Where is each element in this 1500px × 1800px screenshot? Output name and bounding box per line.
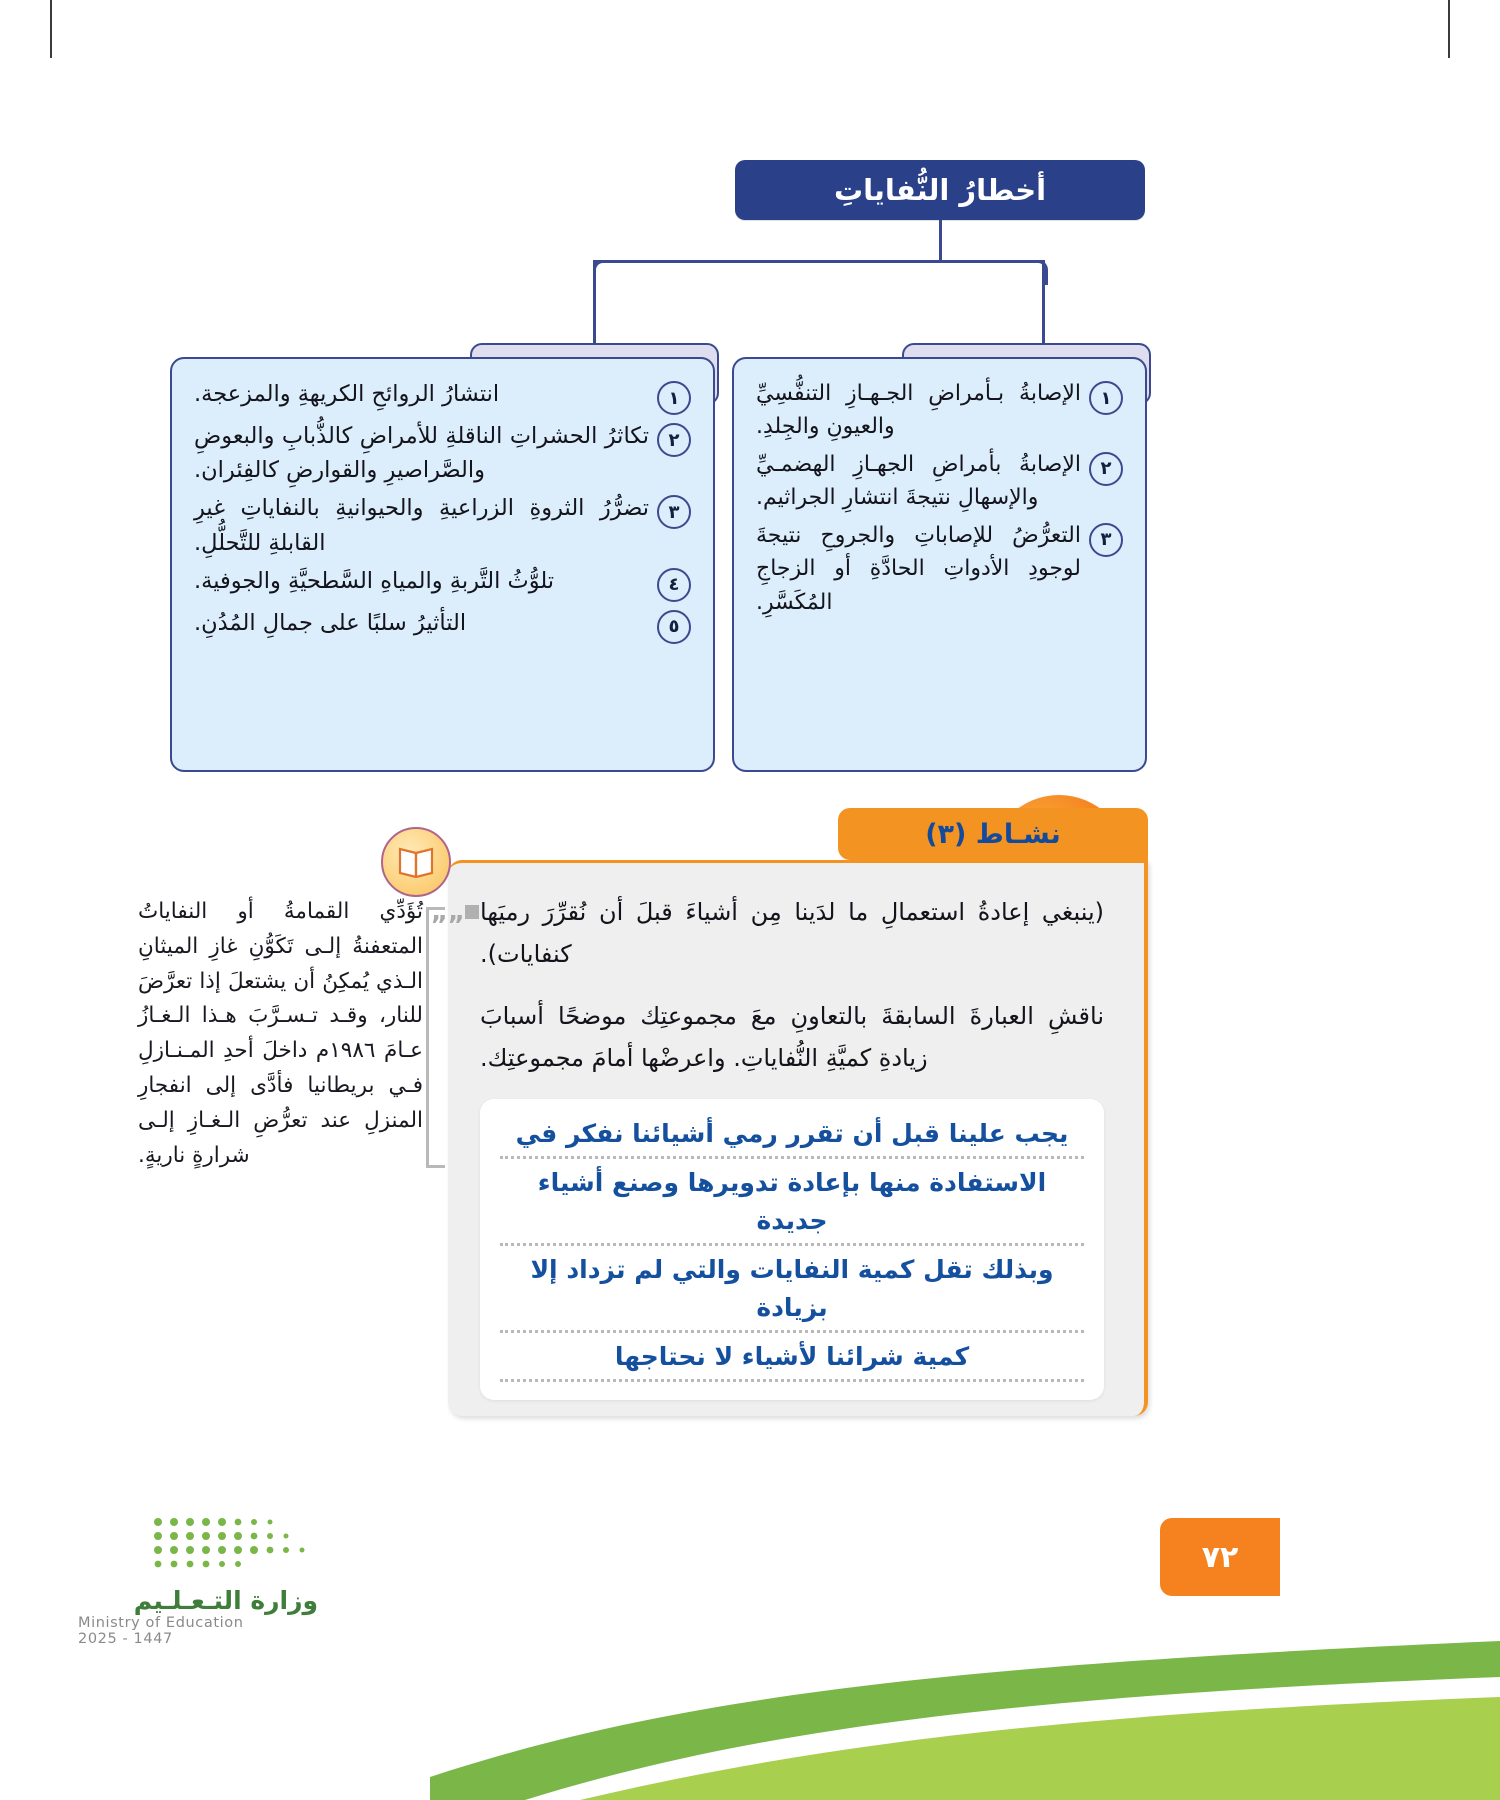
list-item-number: ٣ (657, 495, 691, 529)
open-book-glyph (396, 846, 436, 878)
activity-body (448, 860, 1148, 1416)
list-item-number: ٢ (657, 423, 691, 457)
connector-horizontal-bus (593, 260, 1045, 263)
list-item-text: تلوُّثُ التَّربةِ والمياهِ السَّطحيَّةِ والجوفية. (194, 567, 555, 594)
connector-corner-right (1023, 260, 1048, 285)
list-item (194, 377, 691, 415)
note-bracket (426, 907, 445, 1168)
list-item-number: ٣ (1089, 523, 1123, 557)
list-item (194, 606, 691, 644)
connector-corner-left (593, 260, 618, 285)
ministry-of-education-logo (78, 1512, 318, 1647)
list-item-text: انتشارُ الروائحِ الكريهةِ والمزعجة. (194, 381, 500, 407)
footer-swoosh-decoration (430, 1545, 1500, 1800)
side-info-note (138, 895, 465, 1174)
student-answer-card[interactable] (480, 1099, 1104, 1400)
answer-line: الاستفادة منها بإعادة تدويرها وصنع أشياء جديدة (500, 1164, 1084, 1246)
note-quote-icon: „„ (430, 897, 465, 927)
connector-title-stub (939, 220, 942, 262)
list-item-number: ٤ (657, 568, 691, 602)
list-item-text: تكاثرُ الحشراتِ الناقلةِ للأمراضِ كالذُّبابِ والبعوضِ والصَّراصيرِ والقوارضِ كالفِئران. (194, 423, 649, 484)
list-item-text: تضرُّرُ الثروةِ الزراعيةِ والحيوانيةِ بالنفاياتِ غيرِ القابلةِ للتَّحلُّلِ. (194, 495, 649, 556)
ministry-name-arabic: وزارة التـعـلـيم (133, 1586, 318, 1615)
list-item (756, 519, 1123, 619)
list-item (756, 448, 1123, 515)
list-item-number: ٢ (1089, 452, 1123, 486)
direct-hazards-list (732, 357, 1147, 772)
activity-block (448, 808, 1148, 1418)
ministry-years: 2025 - 1447 (78, 1631, 173, 1647)
list-item (194, 564, 691, 602)
answer-line: كمية شرائنا لأشياء لا نحتاجها (500, 1338, 1084, 1382)
note-tag-marker (465, 905, 479, 919)
open-book-icon (381, 827, 451, 897)
list-item-number: ١ (1089, 381, 1123, 415)
list-item-text: التعرُّضُ للإصاباتِ والجروحِ نتيجةَ لوجودِ الأدواتِ الحادَّةِ أو الزجاجِ المُكَسَّرِ. (756, 522, 1081, 615)
list-item-text: الإصابةُ بأمراضِ الجهـازِ الهضمـيِّ والإسهالِ نتيجةَ انتشارِ الجراثيم. (756, 451, 1081, 511)
page-number-badge: ٧٢ (1160, 1518, 1280, 1596)
diagram-title-node: أخطارُ النُّفاياتِ (735, 160, 1145, 220)
activity-tab-label: نشـاط (٣) (838, 808, 1148, 860)
list-item-number: ٥ (657, 610, 691, 644)
list-item-text: التأثيرُ سلبًا على جمالِ المُدُنِ. (194, 609, 467, 636)
list-item (194, 491, 691, 559)
activity-paragraph-1: (ينبغي إعادةُ استعمالِ ما لدَينا مِن أشياءَ قبلَ أن نُقرِّرَ رميَها كنفايات). (480, 898, 1104, 968)
ministry-name-english: Ministry of Education (78, 1615, 244, 1631)
list-item-number: ١ (657, 381, 691, 415)
indirect-hazards-list (170, 357, 715, 772)
moe-dot-pattern-icon (148, 1512, 318, 1574)
answer-line: وبذلك تقل كمية النفايات والتي لم تزداد إلا بزيادة (500, 1251, 1084, 1333)
list-item (194, 419, 691, 487)
list-item-text: الإصابةُ بـأمراضِ الجـهـازِ التنفُّسِيِّ والعيونِ والجِلدِ. (756, 381, 1081, 440)
activity-paragraph-2: ناقشِ العبارةَ السابقةَ بالتعاونِ معَ مجموعتِك موضحًا أسبابَ زيادةِ كميَّةِ النُّفاياتِ. واعرضْها أمامَ مجموعتِك. (480, 1002, 1104, 1072)
side-note-text: تُؤَدِّي القمامةُ أو النفاياتُ المتعفنةُ إلـى تَكَوُّنِ غازِ الميثانِ الـذي يُمكِنُ أن يشتعلَ إذا تعرَّضَ للنار، وقـد تـسـرَّبَ هـذا الـغـازُ عـامَ ١٩٨٦م داخلَ أحدِ المـنـازلِ فـي بريطانيا فأدَّى إلى انفجارِ المنزلِ عند تعرُّضِ الـغـازِ إلـى شرارةٍ ناريةٍ. (138, 899, 423, 1168)
answer-line: يجب علينا قبل أن تقرر رمي أشيائنا نفكر في (500, 1115, 1084, 1159)
list-item (756, 377, 1123, 444)
